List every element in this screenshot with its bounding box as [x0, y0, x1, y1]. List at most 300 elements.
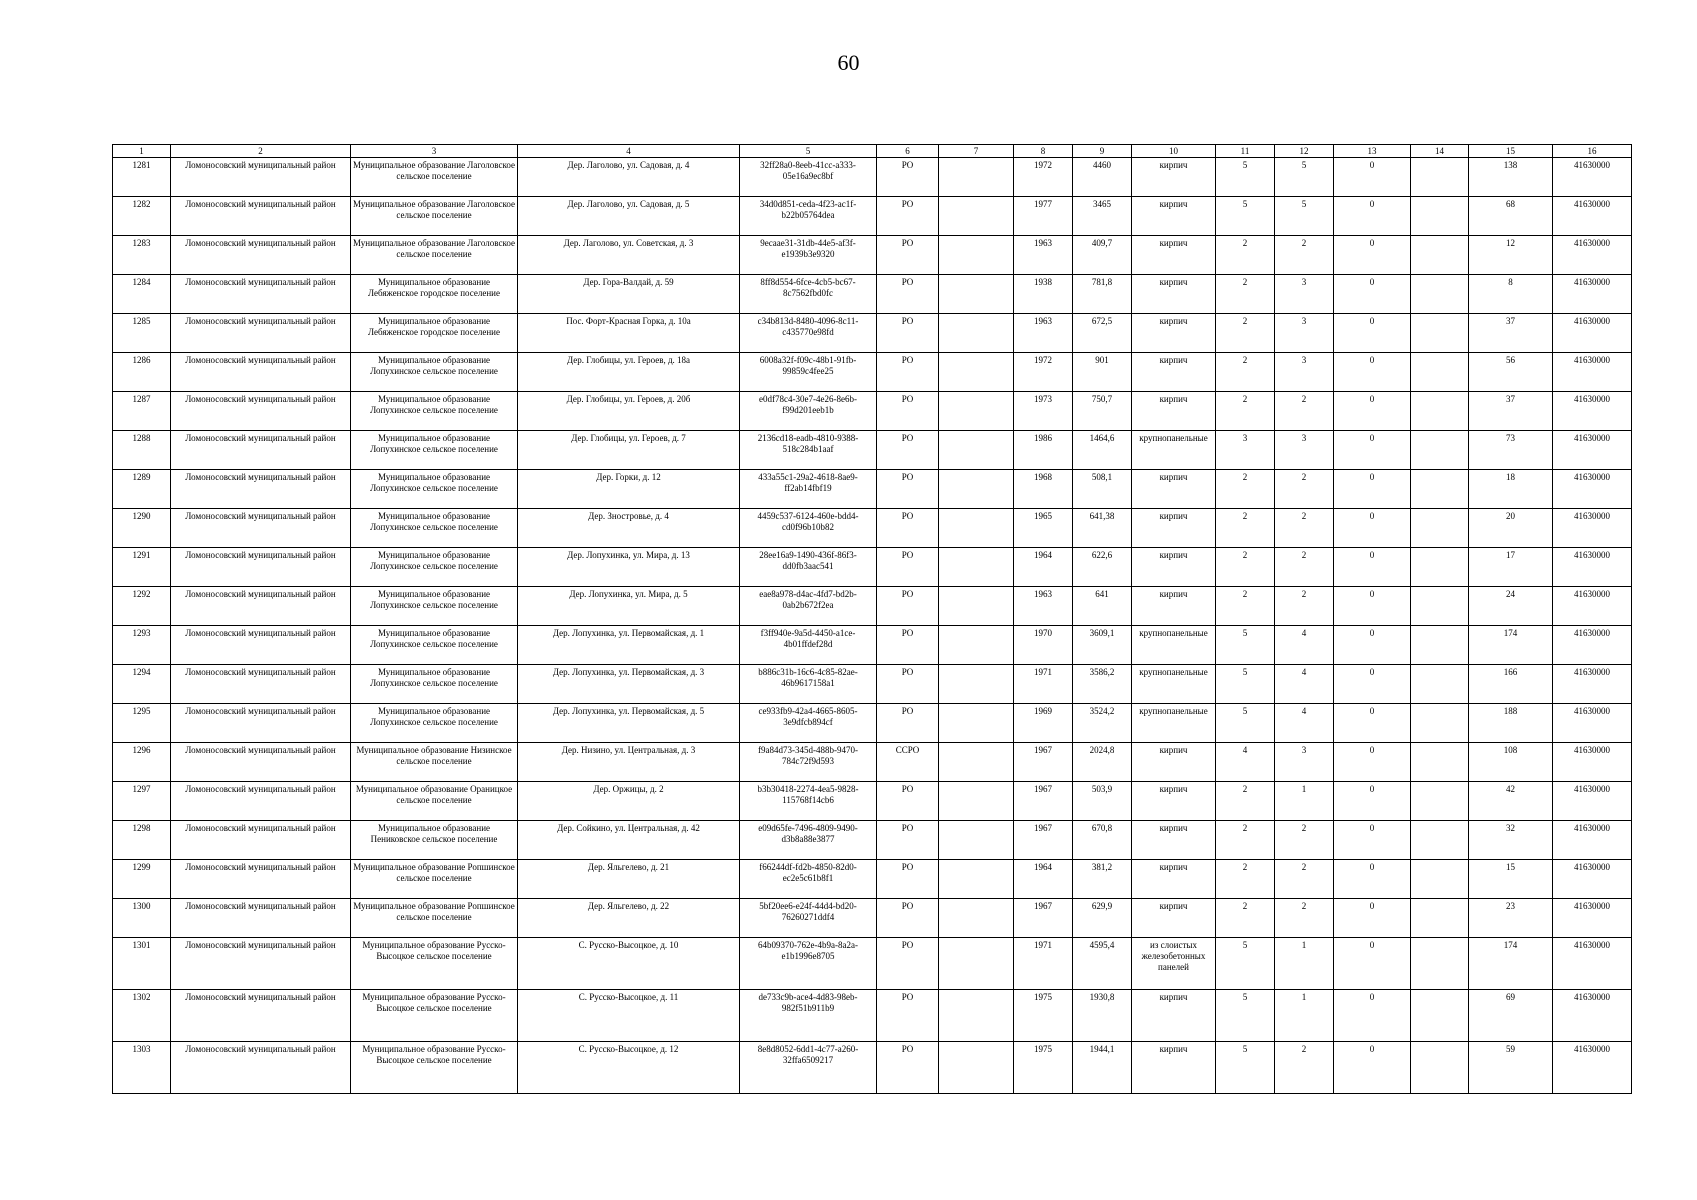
- table-cell-col-11: 2: [1216, 392, 1275, 431]
- table-cell-col-12: 1: [1275, 990, 1334, 1042]
- table-cell-col-15: 12: [1469, 236, 1553, 275]
- table-cell-col-1: 1291: [113, 548, 171, 587]
- table-cell-col-13: 0: [1334, 860, 1411, 899]
- table-cell-col-6: РО: [877, 314, 939, 353]
- column-header-15: 15: [1469, 145, 1553, 158]
- table-cell-col-10: кирпич: [1132, 236, 1216, 275]
- table-cell-col-15: 68: [1469, 197, 1553, 236]
- table-cell-col-8: 1986: [1014, 431, 1073, 470]
- table-cell-col-2: Ломоносовский муниципальный район: [171, 509, 351, 548]
- table-cell-col-11: 2: [1216, 509, 1275, 548]
- table-cell-col-14: [1411, 314, 1469, 353]
- table-cell-col-15: 42: [1469, 782, 1553, 821]
- table-header: [113, 145, 1632, 158]
- table-row: [113, 236, 1632, 275]
- table-cell-col-1: 1303: [113, 1042, 171, 1094]
- table-cell-col-12: 2: [1275, 236, 1334, 275]
- table-cell-col-6: РО: [877, 431, 939, 470]
- table-cell-col-10: из слоистых железобетонных панелей: [1132, 938, 1216, 990]
- table-cell-col-3: Муниципальное образование Лопухинское сельское поселение: [351, 470, 518, 509]
- column-header-16: 16: [1553, 145, 1632, 158]
- table-row: [113, 899, 1632, 938]
- table-cell-col-15: 37: [1469, 314, 1553, 353]
- table-row: [113, 938, 1632, 990]
- table-cell-col-6: РО: [877, 353, 939, 392]
- table-cell-col-9: 629,9: [1073, 899, 1132, 938]
- table-cell-col-15: 37: [1469, 392, 1553, 431]
- table-row: [113, 197, 1632, 236]
- table-cell-col-4: Дер. Глобицы, ул. Героев, д. 20б: [518, 392, 740, 431]
- column-header-7: 7: [939, 145, 1014, 158]
- table-cell-col-12: 4: [1275, 704, 1334, 743]
- table-row: [113, 275, 1632, 314]
- table-cell-col-5: 433a55c1-29a2-4618-8ae9-ff2ab14fbf19: [740, 470, 877, 509]
- table-cell-col-13: 0: [1334, 236, 1411, 275]
- table-cell-col-6: РО: [877, 1042, 939, 1094]
- table-cell-col-10: крупнопанельные: [1132, 665, 1216, 704]
- table-cell-col-15: 174: [1469, 626, 1553, 665]
- table-cell-col-6: РО: [877, 990, 939, 1042]
- table-cell-col-8: 1972: [1014, 353, 1073, 392]
- table-cell-col-7: [939, 990, 1014, 1042]
- table-cell-col-8: 1967: [1014, 782, 1073, 821]
- table-cell-col-3: Муниципальное образование Ораницкое сельское поселение: [351, 782, 518, 821]
- table-cell-col-8: 1969: [1014, 704, 1073, 743]
- table-cell-col-9: 1930,8: [1073, 990, 1132, 1042]
- registry-table: [112, 144, 1632, 1094]
- table-cell-col-13: 0: [1334, 704, 1411, 743]
- table-cell-col-2: Ломоносовский муниципальный район: [171, 990, 351, 1042]
- table-cell-col-10: кирпич: [1132, 314, 1216, 353]
- table-cell-col-3: Муниципальное образование Лопухинское сельское поселение: [351, 509, 518, 548]
- table-cell-col-11: 5: [1216, 1042, 1275, 1094]
- table-cell-col-12: 3: [1275, 431, 1334, 470]
- table-cell-col-14: [1411, 665, 1469, 704]
- column-header-1: 1: [113, 145, 171, 158]
- table-cell-col-2: Ломоносовский муниципальный район: [171, 743, 351, 782]
- table-cell-col-16: 41630000: [1553, 353, 1632, 392]
- table-cell-col-15: 23: [1469, 899, 1553, 938]
- table-cell-col-6: РО: [877, 704, 939, 743]
- column-header-2: 2: [171, 145, 351, 158]
- table-cell-col-9: 750,7: [1073, 392, 1132, 431]
- table-cell-col-14: [1411, 275, 1469, 314]
- table-cell-col-15: 17: [1469, 548, 1553, 587]
- table-cell-col-1: 1287: [113, 392, 171, 431]
- table-cell-col-14: [1411, 938, 1469, 990]
- table-cell-col-10: кирпич: [1132, 392, 1216, 431]
- table-cell-col-5: 8ff8d554-6fce-4cb5-bc67-8c7562fbd0fc: [740, 275, 877, 314]
- table-cell-col-14: [1411, 990, 1469, 1042]
- table-cell-col-16: 41630000: [1553, 1042, 1632, 1094]
- table-cell-col-14: [1411, 782, 1469, 821]
- table-cell-col-13: 0: [1334, 587, 1411, 626]
- table-cell-col-16: 41630000: [1553, 990, 1632, 1042]
- page-number: 60: [837, 50, 860, 75]
- table-cell-col-10: кирпич: [1132, 899, 1216, 938]
- table-cell-col-3: Муниципальное образование Лопухинское сельское поселение: [351, 431, 518, 470]
- table-cell-col-2: Ломоносовский муниципальный район: [171, 392, 351, 431]
- table-cell-col-1: 1283: [113, 236, 171, 275]
- table-cell-col-6: ССРО: [877, 743, 939, 782]
- table-cell-col-7: [939, 821, 1014, 860]
- table-cell-col-8: 1964: [1014, 548, 1073, 587]
- table-cell-col-16: 41630000: [1553, 392, 1632, 431]
- table-cell-col-6: РО: [877, 392, 939, 431]
- table-cell-col-11: 4: [1216, 743, 1275, 782]
- table-row: [113, 470, 1632, 509]
- table-cell-col-12: 2: [1275, 821, 1334, 860]
- table-cell-col-4: Дер. Глобицы, ул. Героев, д. 7: [518, 431, 740, 470]
- table-cell-col-8: 1963: [1014, 587, 1073, 626]
- table-cell-col-1: 1296: [113, 743, 171, 782]
- table-cell-col-12: 1: [1275, 938, 1334, 990]
- table-cell-col-9: 409,7: [1073, 236, 1132, 275]
- table-cell-col-13: 0: [1334, 509, 1411, 548]
- table-cell-col-10: крупнопанельные: [1132, 431, 1216, 470]
- table-cell-col-7: [939, 626, 1014, 665]
- table-cell-col-12: 5: [1275, 158, 1334, 197]
- table-cell-col-5: 4459c537-6124-460e-bdd4-cd0f96b10b82: [740, 509, 877, 548]
- table-cell-col-8: 1975: [1014, 1042, 1073, 1094]
- table-row: [113, 431, 1632, 470]
- table-row: [113, 587, 1632, 626]
- table-cell-col-7: [939, 431, 1014, 470]
- table-cell-col-12: 3: [1275, 353, 1334, 392]
- table-cell-col-3: Муниципальное образование Русско-Высоцкое сельское поселение: [351, 990, 518, 1042]
- table-cell-col-9: 901: [1073, 353, 1132, 392]
- table-cell-col-1: 1288: [113, 431, 171, 470]
- table-cell-col-7: [939, 509, 1014, 548]
- table-cell-col-5: 34d0d851-ceda-4f23-ac1f-b22b05764dea: [740, 197, 877, 236]
- table-cell-col-11: 2: [1216, 548, 1275, 587]
- table-cell-col-12: 2: [1275, 548, 1334, 587]
- table-cell-col-5: 5bf20ee6-e24f-44d4-bd20-76260271ddf4: [740, 899, 877, 938]
- table-cell-col-10: кирпич: [1132, 860, 1216, 899]
- table-cell-col-8: 1968: [1014, 470, 1073, 509]
- table-cell-col-14: [1411, 470, 1469, 509]
- table-cell-col-9: 381,2: [1073, 860, 1132, 899]
- table-cell-col-7: [939, 1042, 1014, 1094]
- table-cell-col-2: Ломоносовский муниципальный район: [171, 704, 351, 743]
- table-cell-col-1: 1290: [113, 509, 171, 548]
- table-cell-col-9: 3609,1: [1073, 626, 1132, 665]
- table-cell-col-4: С. Русско-Высоцкое, д. 10: [518, 938, 740, 990]
- table-cell-col-16: 41630000: [1553, 704, 1632, 743]
- table-cell-col-6: РО: [877, 197, 939, 236]
- table-cell-col-5: ce933fb9-42a4-4665-8605-3e9dfcb894cf: [740, 704, 877, 743]
- table-cell-col-11: 2: [1216, 587, 1275, 626]
- table-cell-col-16: 41630000: [1553, 665, 1632, 704]
- table-cell-col-10: кирпич: [1132, 990, 1216, 1042]
- table-cell-col-3: Муниципальное образование Лопухинское сельское поселение: [351, 665, 518, 704]
- table-cell-col-8: 1967: [1014, 899, 1073, 938]
- table-body: [113, 158, 1632, 1094]
- table-cell-col-15: 18: [1469, 470, 1553, 509]
- table-cell-col-12: 2: [1275, 587, 1334, 626]
- table-row: [113, 1042, 1632, 1094]
- table-cell-col-13: 0: [1334, 353, 1411, 392]
- table-cell-col-12: 4: [1275, 665, 1334, 704]
- table-cell-col-4: Дер. Лопухинка, ул. Первомайская, д. 5: [518, 704, 740, 743]
- table-cell-col-14: [1411, 899, 1469, 938]
- table-cell-col-4: Дер. Гора-Валдай, д. 59: [518, 275, 740, 314]
- table-row: [113, 990, 1632, 1042]
- table-row: [113, 353, 1632, 392]
- table-cell-col-6: РО: [877, 665, 939, 704]
- table-cell-col-5: 64b09370-762e-4b9a-8a2a-e1b1996e8705: [740, 938, 877, 990]
- table-row: [113, 782, 1632, 821]
- table-cell-col-9: 641,38: [1073, 509, 1132, 548]
- table-cell-col-10: крупнопанельные: [1132, 704, 1216, 743]
- table-cell-col-3: Муниципальное образование Лопухинское сельское поселение: [351, 587, 518, 626]
- table-cell-col-13: 0: [1334, 197, 1411, 236]
- table-cell-col-8: 1977: [1014, 197, 1073, 236]
- table-cell-col-1: 1282: [113, 197, 171, 236]
- table-cell-col-12: 2: [1275, 392, 1334, 431]
- table-cell-col-2: Ломоносовский муниципальный район: [171, 470, 351, 509]
- table-cell-col-1: 1292: [113, 587, 171, 626]
- table-cell-col-6: РО: [877, 587, 939, 626]
- table-cell-col-12: 2: [1275, 860, 1334, 899]
- table-cell-col-13: 0: [1334, 275, 1411, 314]
- table-cell-col-2: Ломоносовский муниципальный район: [171, 782, 351, 821]
- table-cell-col-16: 41630000: [1553, 431, 1632, 470]
- table-cell-col-16: 41630000: [1553, 236, 1632, 275]
- table-cell-col-14: [1411, 431, 1469, 470]
- table-cell-col-3: Муниципальное образование Лаголовское сельское поселение: [351, 197, 518, 236]
- table-cell-col-2: Ломоносовский муниципальный район: [171, 899, 351, 938]
- table-cell-col-2: Ломоносовский муниципальный район: [171, 314, 351, 353]
- column-header-6: 6: [877, 145, 939, 158]
- table-cell-col-6: РО: [877, 470, 939, 509]
- table-cell-col-4: Дер. Сойкино, ул. Центральная, д. 42: [518, 821, 740, 860]
- table-cell-col-14: [1411, 587, 1469, 626]
- table-cell-col-5: b3b30418-2274-4ea5-9828-115768f14cb6: [740, 782, 877, 821]
- table-cell-col-12: 2: [1275, 899, 1334, 938]
- table-cell-col-5: 2136cd18-eadb-4810-9388-518c284b1aaf: [740, 431, 877, 470]
- table-cell-col-9: 641: [1073, 587, 1132, 626]
- table-cell-col-14: [1411, 626, 1469, 665]
- table-cell-col-14: [1411, 158, 1469, 197]
- table-cell-col-8: 1973: [1014, 392, 1073, 431]
- table-cell-col-11: 2: [1216, 899, 1275, 938]
- table-cell-col-6: РО: [877, 899, 939, 938]
- table-cell-col-7: [939, 743, 1014, 782]
- table-cell-col-2: Ломоносовский муниципальный район: [171, 587, 351, 626]
- table-row: [113, 821, 1632, 860]
- table-cell-col-1: 1289: [113, 470, 171, 509]
- table-cell-col-15: 166: [1469, 665, 1553, 704]
- table-cell-col-8: 1970: [1014, 626, 1073, 665]
- table-cell-col-3: Муниципальное образование Лаголовское сельское поселение: [351, 236, 518, 275]
- table-cell-col-5: de733c9b-ace4-4d83-98eb-982f51b911b9: [740, 990, 877, 1042]
- table-cell-col-16: 41630000: [1553, 860, 1632, 899]
- table-cell-col-9: 2024,8: [1073, 743, 1132, 782]
- column-header-3: 3: [351, 145, 518, 158]
- table-cell-col-14: [1411, 548, 1469, 587]
- table-row: [113, 704, 1632, 743]
- table-cell-col-16: 41630000: [1553, 782, 1632, 821]
- table-cell-col-16: 41630000: [1553, 938, 1632, 990]
- table-cell-col-13: 0: [1334, 821, 1411, 860]
- table-cell-col-10: кирпич: [1132, 470, 1216, 509]
- table-cell-col-10: крупнопанельные: [1132, 626, 1216, 665]
- table-cell-col-13: 0: [1334, 626, 1411, 665]
- table-row: [113, 392, 1632, 431]
- table-cell-col-3: Муниципальное образование Лопухинское сельское поселение: [351, 548, 518, 587]
- table-cell-col-7: [939, 158, 1014, 197]
- table-cell-col-7: [939, 275, 1014, 314]
- table-cell-col-14: [1411, 743, 1469, 782]
- table-cell-col-15: 73: [1469, 431, 1553, 470]
- table-cell-col-6: РО: [877, 548, 939, 587]
- table-cell-col-13: 0: [1334, 782, 1411, 821]
- column-header-8: 8: [1014, 145, 1073, 158]
- table-cell-col-12: 2: [1275, 470, 1334, 509]
- table-cell-col-14: [1411, 236, 1469, 275]
- table-cell-col-9: 4595,4: [1073, 938, 1132, 990]
- table-row: [113, 548, 1632, 587]
- table-cell-col-9: 622,6: [1073, 548, 1132, 587]
- table-cell-col-2: Ломоносовский муниципальный район: [171, 938, 351, 990]
- table-cell-col-9: 781,8: [1073, 275, 1132, 314]
- table-cell-col-4: Пос. Форт-Красная Горка, д. 10а: [518, 314, 740, 353]
- table-cell-col-2: Ломоносовский муниципальный район: [171, 158, 351, 197]
- table-cell-col-2: Ломоносовский муниципальный район: [171, 275, 351, 314]
- table-cell-col-7: [939, 899, 1014, 938]
- table-cell-col-5: c34b813d-8480-4096-8c11-c435770e98fd: [740, 314, 877, 353]
- table-cell-col-2: Ломоносовский муниципальный район: [171, 353, 351, 392]
- table-cell-col-13: 0: [1334, 990, 1411, 1042]
- table-cell-col-16: 41630000: [1553, 743, 1632, 782]
- table-cell-col-7: [939, 782, 1014, 821]
- table-cell-col-14: [1411, 197, 1469, 236]
- table-cell-col-1: 1297: [113, 782, 171, 821]
- table-cell-col-10: кирпич: [1132, 275, 1216, 314]
- table-cell-col-9: 1464,6: [1073, 431, 1132, 470]
- table-cell-col-10: кирпич: [1132, 743, 1216, 782]
- column-header-14: 14: [1411, 145, 1469, 158]
- table-cell-col-4: Дер. Зностровье, д. 4: [518, 509, 740, 548]
- table-cell-col-10: кирпич: [1132, 548, 1216, 587]
- table-cell-col-10: кирпич: [1132, 587, 1216, 626]
- table-cell-col-9: 1944,1: [1073, 1042, 1132, 1094]
- table-cell-col-12: 3: [1275, 275, 1334, 314]
- table-cell-col-9: 508,1: [1073, 470, 1132, 509]
- table-cell-col-15: 174: [1469, 938, 1553, 990]
- table-cell-col-5: eae8a978-d4ac-4fd7-bd2b-0ab2b672f2ea: [740, 587, 877, 626]
- table-cell-col-11: 2: [1216, 314, 1275, 353]
- table-cell-col-3: Муниципальное образование Ропшинское сельское поселение: [351, 860, 518, 899]
- table-cell-col-5: 8e8d8052-6dd1-4c77-a260-32ffa6509217: [740, 1042, 877, 1094]
- table-cell-col-11: 2: [1216, 275, 1275, 314]
- table-cell-col-11: 3: [1216, 431, 1275, 470]
- table-cell-col-8: 1963: [1014, 314, 1073, 353]
- table-cell-col-5: e0df78c4-30e7-4e26-8e6b-f99d201eeb1b: [740, 392, 877, 431]
- table-cell-col-3: Муниципальное образование Ропшинское сельское поселение: [351, 899, 518, 938]
- table-cell-col-3: Муниципальное образование Пениковское сельское поселение: [351, 821, 518, 860]
- table-cell-col-8: 1967: [1014, 743, 1073, 782]
- table-cell-col-10: кирпич: [1132, 197, 1216, 236]
- table-cell-col-7: [939, 587, 1014, 626]
- table-cell-col-11: 2: [1216, 821, 1275, 860]
- table-cell-col-7: [939, 236, 1014, 275]
- table-cell-col-2: Ломоносовский муниципальный район: [171, 626, 351, 665]
- table-cell-col-1: 1302: [113, 990, 171, 1042]
- table-cell-col-8: 1972: [1014, 158, 1073, 197]
- table-row: [113, 158, 1632, 197]
- table-cell-col-10: кирпич: [1132, 353, 1216, 392]
- table-cell-col-4: Дер. Яльгелево, д. 21: [518, 860, 740, 899]
- table-cell-col-1: 1293: [113, 626, 171, 665]
- column-header-12: 12: [1275, 145, 1334, 158]
- table-cell-col-15: 59: [1469, 1042, 1553, 1094]
- table-cell-col-7: [939, 860, 1014, 899]
- table-cell-col-6: РО: [877, 782, 939, 821]
- table-cell-col-14: [1411, 509, 1469, 548]
- table-cell-col-7: [939, 314, 1014, 353]
- table-cell-col-11: 5: [1216, 665, 1275, 704]
- table-cell-col-4: Дер. Лаголово, ул. Советская, д. 3: [518, 236, 740, 275]
- table-row: [113, 509, 1632, 548]
- table-cell-col-15: 108: [1469, 743, 1553, 782]
- table-cell-col-6: РО: [877, 626, 939, 665]
- table-cell-col-16: 41630000: [1553, 548, 1632, 587]
- table-cell-col-14: [1411, 704, 1469, 743]
- table-cell-col-6: РО: [877, 860, 939, 899]
- table-cell-col-4: Дер. Лопухинка, ул. Первомайская, д. 3: [518, 665, 740, 704]
- table-cell-col-11: 5: [1216, 938, 1275, 990]
- table-cell-col-8: 1975: [1014, 990, 1073, 1042]
- table-cell-col-10: кирпич: [1132, 1042, 1216, 1094]
- table-cell-col-12: 2: [1275, 1042, 1334, 1094]
- table-cell-col-11: 2: [1216, 860, 1275, 899]
- table-cell-col-1: 1281: [113, 158, 171, 197]
- table-cell-col-16: 41630000: [1553, 158, 1632, 197]
- table-cell-col-4: С. Русско-Высоцкое, д. 11: [518, 990, 740, 1042]
- table-cell-col-1: 1300: [113, 899, 171, 938]
- table-cell-col-1: 1298: [113, 821, 171, 860]
- table-cell-col-11: 2: [1216, 470, 1275, 509]
- table-cell-col-15: 8: [1469, 275, 1553, 314]
- table-cell-col-5: 28ee16a9-1490-436f-86f3-dd0fb3aac541: [740, 548, 877, 587]
- table-cell-col-5: f3ff940e-9a5d-4450-a1ce-4b01ffdef28d: [740, 626, 877, 665]
- column-header-11: 11: [1216, 145, 1275, 158]
- table-cell-col-13: 0: [1334, 938, 1411, 990]
- table-cell-col-2: Ломоносовский муниципальный район: [171, 821, 351, 860]
- table-cell-col-5: e09d65fe-7496-4809-9490-d3b8a88e3877: [740, 821, 877, 860]
- header-row: [113, 145, 1632, 158]
- table-cell-col-16: 41630000: [1553, 821, 1632, 860]
- table-cell-col-5: f9a84d73-345d-488b-9470-784c72f9d593: [740, 743, 877, 782]
- table-cell-col-5: 9ecaae31-31db-44e5-af3f-e1939b3e9320: [740, 236, 877, 275]
- table-cell-col-4: Дер. Лопухинка, ул. Первомайская, д. 1: [518, 626, 740, 665]
- table-cell-col-13: 0: [1334, 1042, 1411, 1094]
- table-cell-col-3: Муниципальное образование Лопухинское сельское поселение: [351, 704, 518, 743]
- table-cell-col-15: 138: [1469, 158, 1553, 197]
- table-cell-col-2: Ломоносовский муниципальный район: [171, 860, 351, 899]
- table-cell-col-12: 1: [1275, 782, 1334, 821]
- table-cell-col-13: 0: [1334, 314, 1411, 353]
- table-cell-col-10: кирпич: [1132, 821, 1216, 860]
- table-cell-col-6: РО: [877, 275, 939, 314]
- table-cell-col-14: [1411, 353, 1469, 392]
- table-cell-col-15: 56: [1469, 353, 1553, 392]
- table-cell-col-2: Ломоносовский муниципальный район: [171, 665, 351, 704]
- table-cell-col-4: Дер. Лаголово, ул. Садовая, д. 5: [518, 197, 740, 236]
- table-cell-col-16: 41630000: [1553, 587, 1632, 626]
